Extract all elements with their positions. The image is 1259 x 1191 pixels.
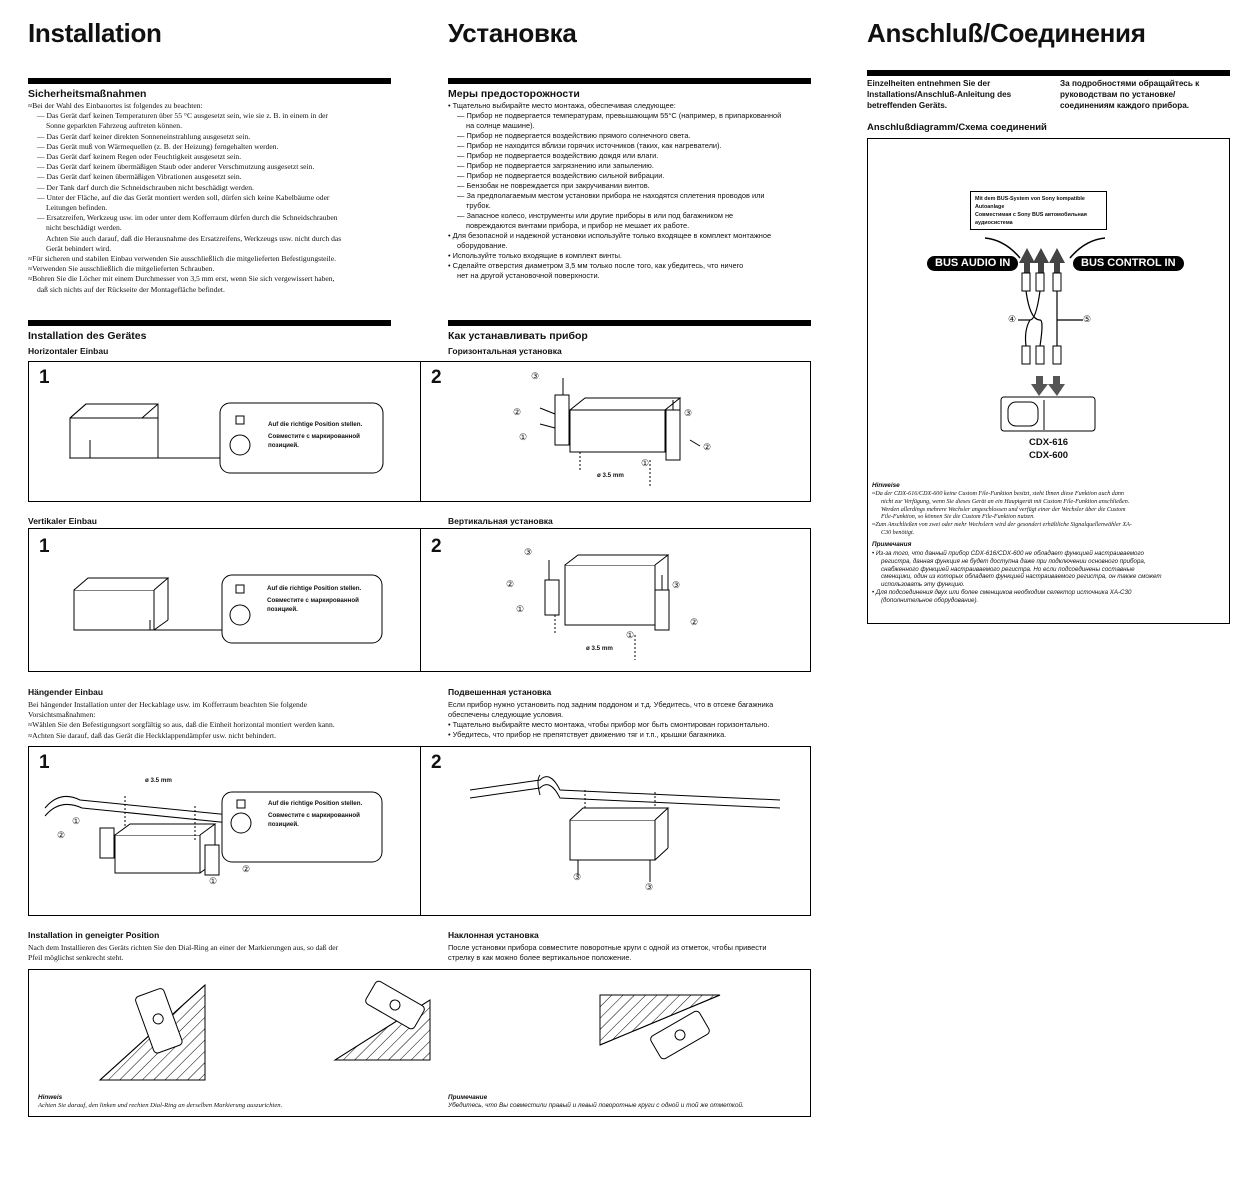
hanging-step2-number: 2: [431, 752, 442, 773]
h2-c1b: ①: [641, 458, 650, 468]
hinweise-text: ≈Da der CDX-616/CDX-600 keine Custom File-Funktion besitzt, steht Ihnen diese Funktion auch dann nicht zur Verfügung, wenn Sie dieses Gerät an ein Hauptgerät mit Custom File-Funktion anschließen. Werden allerdings mehrere Wechsler angeschlossen und verfügt einer der Wechsler über die Custom File-Funktion, so können Sie die Custom File-Funktion nutzen. ≈Zum Anschließen von zwei oder mehr Wechslern wird der gesondert erhältliche Signalquellenwähler XA- C30 benötigt.: [872, 491, 1132, 536]
cable-4-label: ④: [1008, 314, 1017, 324]
inclined-primechanie-title: Примечание: [448, 1094, 488, 1101]
inclined-hinweis-text: Achten Sie darauf, den linken und rechten Dial-Ring an derselben Markierung auszurichten.: [38, 1102, 283, 1109]
hang1-c1a: ①: [72, 816, 81, 826]
hang1-hole: ø 3.5 mm: [145, 777, 172, 784]
vertical-step1-number: 1: [39, 536, 50, 557]
horizontal-step2-number: 2: [431, 367, 442, 388]
safety-ru-text: • Тщательно выбирайте место монтажа, обеспечивая следующее: — Прибор не подвергается температурам, превышающим 55°C (например, в припаркованной на солнце машине). — Прибор не подвергается воздействию прямого солнечного света. — Прибор не находится вблизи горячих источников (таких, как нагреватели). — Прибор не подвергается воздействию дождя или влаги. — Прибор не подвергается загрязнению или запылению. — Прибор не подвергается воздействию сильной вибрации. — Бензобак не повреждается при закручивании винтов. — За предполагаемым местом установки прибора не находятся сплетения проводов или трубок. — Запасное колесо, инструменты или другие приборы в или под багажником не повреждаются винтами прибора, и прибор не мешает их работе. • Для безопасной и надежной установки используйте только входящее в комплект монтажное оборудование. • Используйте только входящие в комплект винты. • Сделайте отверстия диаметром 3,5 мм только после того, как убедитесь, что ничего нет на другой установочной поверхности.: [448, 101, 782, 280]
connection-intro-de: Einzelheiten entnehmen Sie der Installations/Anschluß-Anleitung des betreffenden Geräts.: [867, 79, 1012, 110]
horizontal-heading-ru: Горизонтальная установка: [448, 346, 562, 356]
install-heading-de: Installation des Gerätes: [28, 330, 147, 342]
primechania-title: Примечания: [872, 541, 912, 548]
bus-audio-in-label: BUS AUDIO IN: [927, 256, 1018, 271]
hang1-position-de: Auf die richtige Position stellen.: [268, 800, 363, 807]
inclined-text-ru: После установки прибора совместите поворотные круги с одной из отметок, чтобы привести стрелку в как можно более вертикальное положение.: [448, 943, 767, 962]
model-labels: CDX-616 CDX-600: [1029, 437, 1069, 461]
hang1-c2b: ②: [242, 864, 251, 874]
v2-c1b: ①: [626, 630, 635, 640]
v2-c3a: ③: [524, 547, 533, 557]
hang1-c1b: ①: [209, 876, 218, 886]
title-anschluss: Anschluß/Соединения: [867, 18, 1146, 48]
v2-hole: ø 3.5 mm: [586, 645, 613, 652]
h1-position-de: Auf die richtige Position stellen.: [268, 421, 363, 428]
hinweise-title: Hinweise: [872, 482, 900, 489]
h2-c2a: ②: [513, 407, 522, 417]
inclined-heading-ru: Наклонная установка: [448, 930, 539, 940]
h2-c2b: ②: [703, 442, 712, 452]
h2-c3b: ③: [684, 408, 693, 418]
safety-de-heading: Sicherheitsmaßnahmen: [28, 88, 147, 100]
h2-c1a: ①: [519, 432, 528, 442]
hanging-text-ru: Если прибор нужно установить под задним поддоном и т.д. Убедитесь, что в отсеке багажника обеспечены следующие условия. • Тщательно выбирайте место монтажа, чтобы прибор мог быть смонтирован горизонтально. • Убедитесь, что прибор не препятствует движению тяг и т.п., крышки багажника.: [448, 700, 774, 739]
hang2-c3a: ③: [573, 872, 582, 882]
title-installation: Installation: [28, 18, 162, 48]
hang1-c2a: ②: [57, 830, 66, 840]
vertical-step2-number: 2: [431, 536, 442, 557]
diagram-heading: Anschlußdiagramm/Схема соединений: [867, 122, 1047, 133]
v2-c3b: ③: [672, 580, 681, 590]
inclined-hinweis-title: Hinweis: [38, 1094, 63, 1101]
cable-5-label: ⑤: [1083, 314, 1092, 324]
hanging-step1-number: 1: [39, 752, 50, 773]
hanging-text-de: Bei hängender Installation unter der Heckablage usw. im Kofferraum beachten Sie folgende Vorsichtsmaßnahmen: ≈Wählen Sie den Befestigungsort sorgfältig so aus, daß die Einheit horizontal montiert werden kann. ≈Achten Sie darauf, daß das Gerät die Heckklappendämpfer usw. nicht behindert.: [28, 700, 335, 740]
vertical-heading-de: Vertikaler Einbau: [28, 516, 97, 526]
h1-position-ru: Совместите с маркированной позицией.: [268, 433, 360, 449]
title-ustanovka: Установка: [448, 18, 577, 48]
install-heading-ru: Как устанавливать прибор: [448, 330, 588, 342]
hanging-heading-ru: Подвешенная установка: [448, 687, 552, 697]
inclined-heading-de: Installation in geneigter Position: [28, 930, 160, 940]
hang1-position-ru: Совместите с маркированной позицией.: [268, 812, 360, 828]
v1-position-de: Auf die richtige Position stellen.: [267, 585, 362, 592]
hang2-c3b: ③: [645, 882, 654, 892]
inclined-primechanie-text: Убедитесь, что Вы совместили правый и левый поворотные круги с одной и той же отметкой.: [448, 1102, 744, 1109]
vertical-heading-ru: Вертикальная установка: [448, 516, 553, 526]
v2-c2b: ②: [690, 617, 699, 627]
horizontal-heading-de: Horizontaler Einbau: [28, 346, 109, 356]
inclined-text-de: Nach dem Installieren des Geräts richten Sie den Dial-Ring an einer der Markierungen aus, so daß der Pfeil möglichst senkrecht steht.: [28, 943, 339, 963]
primechania-text: • Из-за того, что данный прибор CDX-616/CDX-600 не обладает функцией настраиваемого регистра, данная функция не будет доступна даже при подключении основного прибора, снабженного функцией настраиваемого регистра. Но если подсоединены составные сменщики, один из которых обладает функцией настраиваемого регистра, он также сможет использовать эту функцию. • Для подсоединения двух или более сменщиков необходим селектор источника XA-C30 (дополнительное оборудование).: [872, 550, 1162, 604]
safety-de-text: ≈Bei der Wahl des Einbauortes ist folgendes zu beachten: — Das Gerät darf keinen Temperaturen über 55 °C ausgesetzt sein, wie sie z. B. in einem in der Sonne geparkten Fahrzeug auftreten können. — Das Gerät darf keiner direkten Sonneneinstrahlung ausgesetzt sein. — Das Gerät muß von Wärmequellen (z. B. der Heizung) ferngehalten werden. — Das Gerät darf keinem Regen oder Feuchtigkeit ausgesetzt sein. — Das Gerät darf keinem übermäßigen Staub oder anderer Verschmutzung ausgesetzt sein. — Das Gerät darf keinen übermäßigen Vibrationen ausgesetzt sein. — Der Tank darf durch die Schneidschrauben nicht beschädigt werden. — Unter der Fläche, auf die das Gerät montiert werden soll, dürfen sich keine Kabelbäume oder Leitungen befinden. — Ersatzreifen, Werkzeug usw. im oder unter dem Kofferraum dürfen durch die Schneidschrauben nicht beschädigt werden. Achten Sie auch darauf, daß die Herausnahme des Ersatzreifens, Werkzeugs usw. nicht durch das Gerät behindert wird. ≈Für sicheren und stabilen Einbau verwenden Sie ausschließlich die mitgelieferten Befestigungsteile. ≈Verwenden Sie ausschließlich die mitgelieferten Schrauben. ≈Bohren Sie die Löcher mit einem Durchmesser von 3,5 mm erst, wenn Sie sich vergewissert haben, daß sich nichts auf der Rückseite der Montagefläche befindet.: [28, 101, 342, 294]
v1-position-ru: Совместите с маркированной позицией.: [267, 597, 359, 613]
h2-hole: ø 3.5 mm: [597, 472, 624, 479]
v2-c1a: ①: [516, 604, 525, 614]
bus-control-in-label: BUS CONTROL IN: [1073, 256, 1184, 271]
v2-c2a: ②: [506, 579, 515, 589]
safety-ru-heading: Меры предосторожности: [448, 88, 580, 100]
h2-c3a: ③: [531, 371, 540, 381]
hanging-heading-de: Hängender Einbau: [28, 687, 104, 697]
sony-bus-box: Mit dem BUS-System von Sony kompatible Autoanlage Совместимая с Sony BUS автомобильная аудиосистема: [970, 191, 1107, 230]
horizontal-step1-number: 1: [39, 367, 50, 388]
connection-intro-ru: За подробностями обращайтесь к руководствам по установке/ соединениям каждого прибора.: [1060, 79, 1200, 110]
